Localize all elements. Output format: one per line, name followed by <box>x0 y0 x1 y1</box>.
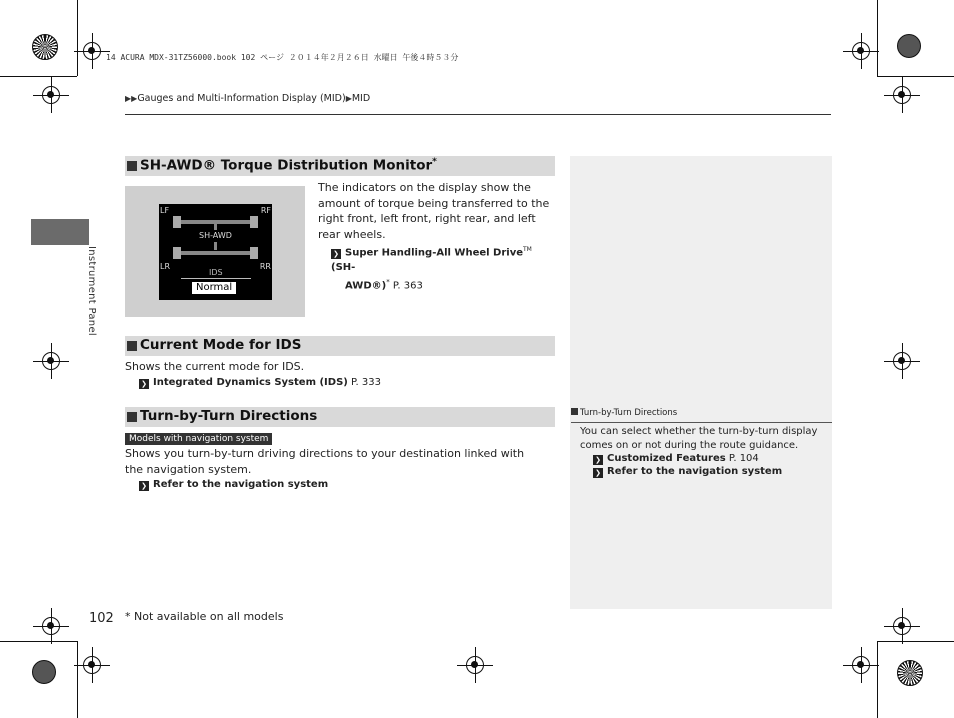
reference-page[interactable]: P. 363 <box>392 280 423 292</box>
section-heading-ids <box>125 336 555 356</box>
page-number: 102 <box>89 611 114 626</box>
section-heading-shawd <box>125 156 555 176</box>
ids-description: Shows the current mode for IDS. <box>125 360 305 373</box>
header-rule <box>125 114 831 115</box>
registration-mark <box>893 86 911 104</box>
registration-mark <box>893 352 911 370</box>
reference-page[interactable]: P. 333 <box>351 377 381 388</box>
note-icon <box>571 408 578 415</box>
note-text: You can select whether the turn-by-turn display comes on or not during the route guidance. <box>580 426 818 451</box>
registration-mark <box>466 656 484 674</box>
registration-mark <box>83 42 101 60</box>
section-title: Current Mode for IDS <box>140 337 302 353</box>
display-illustration <box>125 186 305 317</box>
note-reference-navigation[interactable] <box>593 464 782 479</box>
ids-mode-box: Normal <box>192 282 236 294</box>
rr-label: RR <box>259 262 271 271</box>
front-right-wheel-icon <box>250 216 258 228</box>
note-title: Turn-by-Turn Directions <box>580 408 678 418</box>
mid-screen <box>159 204 272 300</box>
reference-arrow-icon: ❯ <box>593 455 603 465</box>
print-header: 14 ACURA MDX-31TZ56000.book 102 ページ ２０１４年２月２６日 水曜日 午後４時５３分 <box>106 53 459 62</box>
crop-line <box>0 76 77 77</box>
crop-line <box>77 641 78 718</box>
registration-star-mark <box>32 34 58 60</box>
reference-text[interactable]: Customized Features <box>607 453 726 464</box>
rf-label: RF <box>260 206 271 215</box>
reference-text[interactable]: Refer to the navigation system <box>153 479 329 490</box>
section-title: Turn-by-Turn Directions <box>140 408 318 424</box>
registration-gray-mark <box>897 34 921 58</box>
reference-arrow-icon: ❯ <box>139 379 149 389</box>
registration-mark <box>852 656 870 674</box>
reference-page[interactable]: P. 104 <box>728 453 759 464</box>
center-shaft <box>214 242 217 250</box>
turn-reference[interactable] <box>139 477 328 492</box>
registration-mark <box>42 352 60 370</box>
footnote: * Not available on all models <box>125 610 284 623</box>
asterisk-mark: * <box>432 157 437 167</box>
breadcrumb-arrow-icon: ▶ <box>345 94 352 103</box>
shawd-reference[interactable] <box>331 242 551 294</box>
reference-text[interactable]: Integrated Dynamics System (IDS) <box>153 377 348 388</box>
front-left-wheel-icon <box>173 216 181 228</box>
crop-line <box>877 641 878 718</box>
chapter-tab <box>31 219 89 245</box>
square-bullet-icon <box>127 161 137 171</box>
reference-arrow-icon: ❯ <box>331 249 341 259</box>
crop-line <box>877 0 878 76</box>
note-heading <box>571 408 677 418</box>
rear-left-wheel-icon <box>173 247 181 259</box>
reference-text[interactable]: Refer to the navigation system <box>607 466 783 477</box>
center-shaft <box>214 224 217 230</box>
ids-divider <box>181 278 251 279</box>
asterisk-mark: * <box>386 278 390 287</box>
registration-mark <box>42 86 60 104</box>
section-title: SH-AWD® Torque Distribution Monitor <box>140 157 433 174</box>
reference-text[interactable]: (SH- <box>331 262 356 274</box>
reference-text[interactable]: AWD®) <box>345 280 387 292</box>
ids-reference[interactable] <box>139 375 381 390</box>
square-bullet-icon <box>127 412 137 422</box>
crop-line <box>877 76 954 77</box>
square-bullet-icon <box>127 341 137 351</box>
registration-mark <box>83 656 101 674</box>
breadcrumb-section[interactable]: Gauges and Multi-Information Display (MID) <box>137 93 346 104</box>
lr-label: LR <box>160 262 171 271</box>
registration-mark <box>893 617 911 635</box>
ids-label: IDS <box>209 268 223 277</box>
section-heading-turn <box>125 407 555 427</box>
registration-gray-mark <box>32 660 56 684</box>
registration-mark <box>852 42 870 60</box>
note-rule <box>571 422 832 423</box>
reference-arrow-icon: ❯ <box>139 481 149 491</box>
notes-panel <box>570 156 832 609</box>
chapter-label: Instrument Panel <box>86 246 97 336</box>
breadcrumb-arrow-icon: ▶▶ <box>125 94 138 103</box>
turn-description: Shows you turn-by-turn driving directions to your destination linked with the navigation system. <box>125 447 525 476</box>
reference-arrow-icon: ❯ <box>593 468 603 478</box>
crop-line <box>0 641 77 642</box>
lf-label: LF <box>160 206 170 215</box>
registration-star-mark <box>897 660 923 686</box>
breadcrumb-page[interactable]: MID <box>351 93 371 104</box>
registration-mark <box>42 617 60 635</box>
breadcrumb <box>125 93 370 104</box>
navigation-models-badge: Models with navigation system <box>125 433 272 445</box>
crop-line <box>77 0 78 76</box>
trademark-mark: TM <box>523 246 532 253</box>
reference-text[interactable]: Super Handling-All Wheel Drive <box>345 247 524 259</box>
crop-line <box>877 641 954 642</box>
rear-right-wheel-icon <box>250 247 258 259</box>
rear-torque-bar <box>173 251 258 255</box>
center-label: SH-AWD <box>199 231 232 240</box>
shawd-description: The indicators on the display show the amount of torque being transferred to the right front, left front, right rear, and left rear wheels. <box>318 181 550 241</box>
